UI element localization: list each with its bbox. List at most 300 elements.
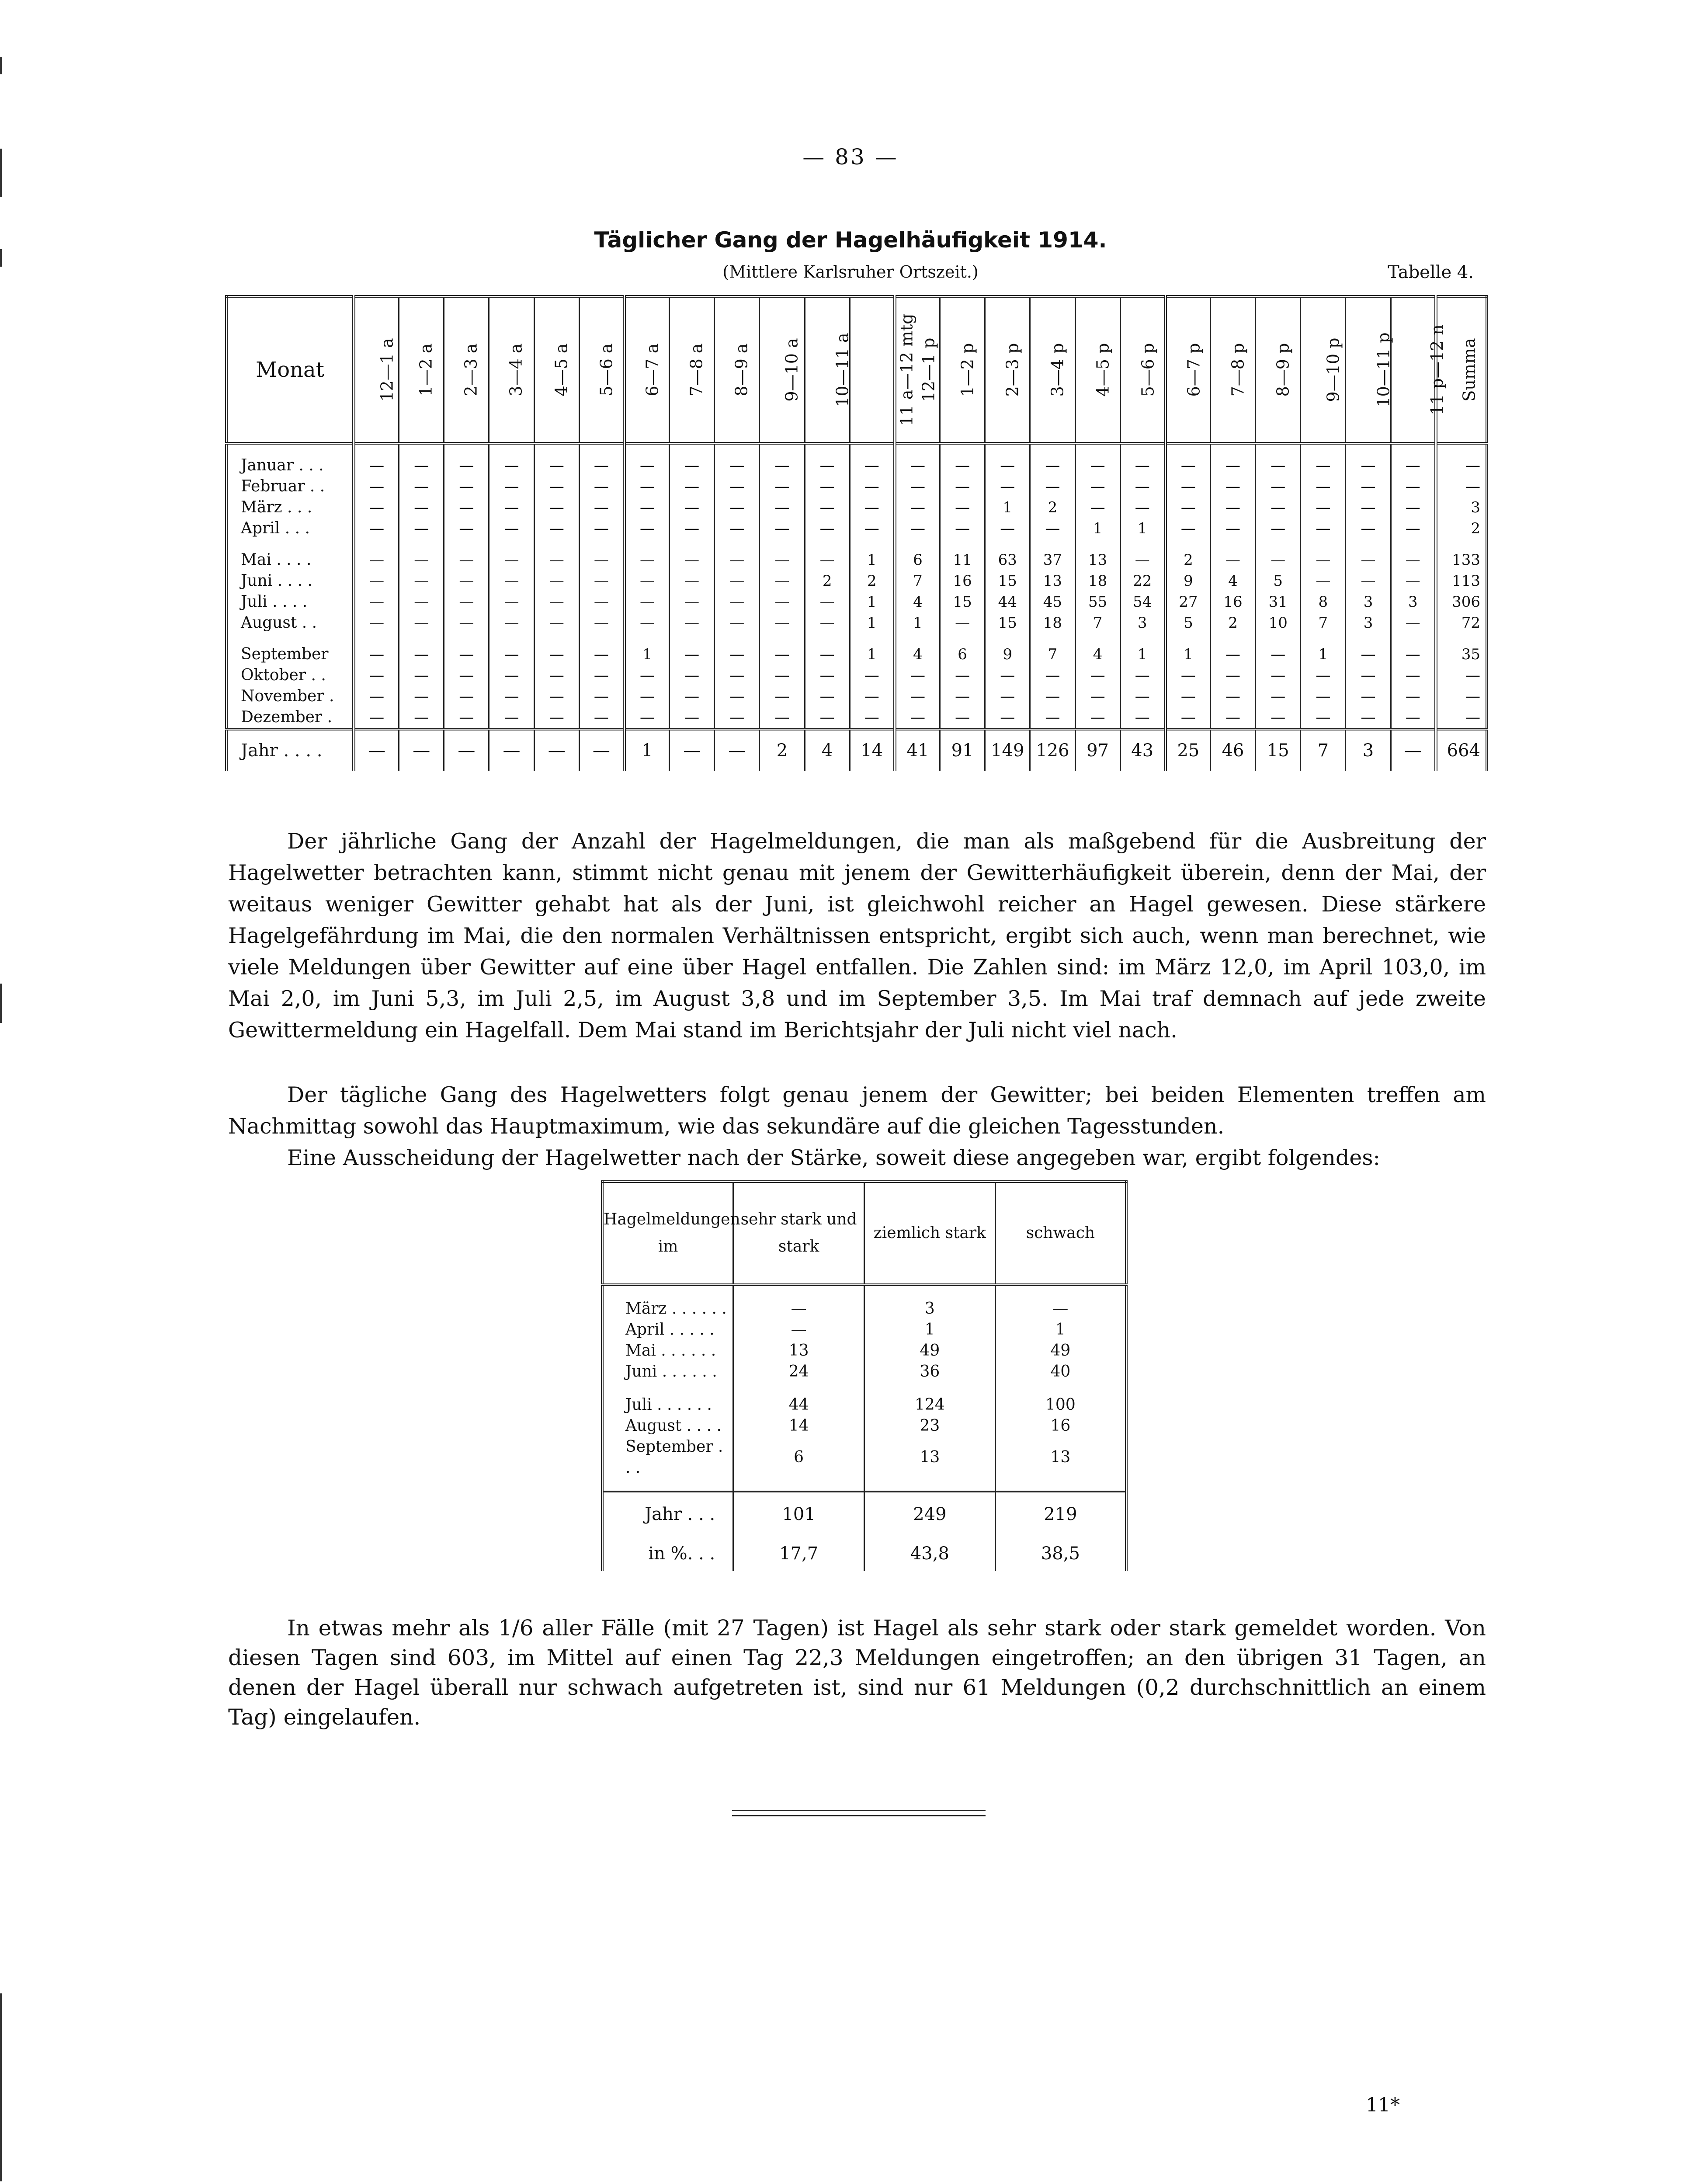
hour-column-header xyxy=(489,296,534,443)
spacer-cell xyxy=(579,539,624,549)
spacer-cell xyxy=(579,443,624,455)
hour-value-cell: — xyxy=(579,729,624,771)
strength-header-weak: schwach xyxy=(995,1182,1126,1285)
hour-value-cell: — xyxy=(760,455,805,476)
hour-value-cell: — xyxy=(579,612,624,633)
spacer-cell xyxy=(864,1478,996,1492)
spacer-cell xyxy=(733,1478,864,1492)
hour-value-cell: — xyxy=(1256,644,1301,665)
hour-value-cell: — xyxy=(1075,665,1120,686)
month-cell: März . . . xyxy=(241,498,312,516)
strength-value-cell: 38,5 xyxy=(995,1536,1126,1571)
hour-value-cell: — xyxy=(850,497,895,518)
hour-value-cell: — xyxy=(1391,665,1436,686)
paragraph: Der jährliche Gang der Anzahl der Hagelmeldungen, die man als maßgebend für die Ausbreitung der Hagelwetter betrachten kann, stimmt nicht genau mit jenem der Gewitterhäufigkeit überein, denn der Mai, der weitaus weniger Gewitter gehabt hat als der Juni, ist gleichwohl reicher an Hagel gewesen. Diese stärkere Hagelgefährdung im Mai, die den normalen Verhältnissen entspricht, ergibt sich auch, wenn man berechnet, wie viele Meldungen über Gewitter auf eine über Hagel entfallen. Die Zahlen sind: im März 12,0, im April 103,0, im Mai 2,0, im Juni 5,3, im Juli 2,5, im August 3,8 und im September 3,5. Im Mai traf demnach auf jede zweite Gewittermeldung ein Hagelfall. Dem Mai stand im Berichtsjahr der Juli nicht viel nach. xyxy=(228,829,1486,1043)
spacer-cell xyxy=(602,1478,733,1492)
hour-label: 5—6 p xyxy=(1138,343,1158,397)
hour-value-cell: — xyxy=(579,497,624,518)
spacer-cell xyxy=(226,443,354,455)
spacer-cell xyxy=(1256,443,1301,455)
month-cell: November . xyxy=(241,687,334,705)
hour-label: 2—3 p xyxy=(1003,343,1022,397)
hour-value-cell: — xyxy=(1120,686,1165,707)
spacer-cell xyxy=(602,1285,733,1298)
strength-month-cell: Juli . . . . . . xyxy=(625,1396,712,1414)
summa-cell: 133 xyxy=(1436,549,1487,570)
hour-column-header xyxy=(1120,296,1165,443)
hour-value-cell: — xyxy=(715,518,760,539)
hour-column-header xyxy=(760,296,805,443)
hour-value-cell: — xyxy=(1256,497,1301,518)
month-cell: September xyxy=(241,645,329,663)
hour-value-cell: — xyxy=(715,455,760,476)
strength-value-cell: 3 xyxy=(864,1298,996,1319)
spacer-cell xyxy=(895,443,940,455)
spacer-cell xyxy=(489,539,534,549)
hour-value-cell: — xyxy=(534,612,579,633)
hour-value-cell: — xyxy=(760,476,805,497)
hour-value-cell: 18 xyxy=(1075,570,1120,591)
strength-header-month: Hagelmeldungen im xyxy=(602,1182,733,1285)
hour-value-cell: — xyxy=(985,518,1030,539)
hour-value-cell: 7 xyxy=(1030,644,1075,665)
spacer-cell xyxy=(489,633,534,644)
spacer-cell xyxy=(1075,633,1120,644)
spacer-cell xyxy=(715,539,760,549)
strength-header-row xyxy=(602,1182,1126,1285)
hour-value-cell: 149 xyxy=(985,729,1030,771)
hour-value-cell: — xyxy=(354,729,399,771)
strength-row xyxy=(602,1340,1126,1361)
hour-value-cell: 1 xyxy=(1075,518,1120,539)
hour-label: 12—1 p xyxy=(919,337,938,402)
hour-column-header xyxy=(354,296,399,443)
hour-value-cell: — xyxy=(354,707,399,729)
spacer-cell xyxy=(602,1382,733,1395)
hour-value-cell: — xyxy=(399,476,444,497)
spacer-cell xyxy=(1256,633,1301,644)
hour-column-header xyxy=(850,296,916,443)
hour-value-cell: 63 xyxy=(985,549,1030,570)
hour-value-cell: 2 xyxy=(1165,549,1210,570)
hour-value-cell: 91 xyxy=(940,729,985,771)
strength-value-cell: 23 xyxy=(864,1415,996,1436)
spacer-cell xyxy=(1391,633,1436,644)
hour-value-cell: — xyxy=(1210,644,1255,665)
hour-label: 7—8 a xyxy=(687,343,706,396)
hour-value-cell: — xyxy=(489,612,534,633)
hour-value-cell: — xyxy=(444,497,489,518)
table-row xyxy=(226,549,1487,570)
summa-cell: 113 xyxy=(1436,570,1487,591)
hour-value-cell: 15 xyxy=(1256,729,1301,771)
hour-value-cell: 44 xyxy=(985,591,1030,612)
hour-value-cell: — xyxy=(1210,665,1255,686)
spacer-cell xyxy=(1165,633,1210,644)
hour-value-cell: — xyxy=(715,497,760,518)
hour-value-cell: — xyxy=(1030,686,1075,707)
hour-value-cell: — xyxy=(534,476,579,497)
month-cell: Juli . . . . xyxy=(241,593,308,611)
hour-value-cell: — xyxy=(895,455,940,476)
hour-value-cell: — xyxy=(895,707,940,729)
spacer-cell xyxy=(850,443,895,455)
summa-label: Summa xyxy=(1459,338,1479,402)
hour-value-cell: — xyxy=(1346,665,1391,686)
hour-value-cell: — xyxy=(715,570,760,591)
hour-value-cell: — xyxy=(850,455,895,476)
strength-value-cell: 13 xyxy=(864,1436,996,1478)
hour-value-cell: — xyxy=(1075,455,1120,476)
page-number: — 83 — xyxy=(802,144,899,170)
hour-value-cell: — xyxy=(579,518,624,539)
hour-value-cell: — xyxy=(985,707,1030,729)
hour-value-cell: 2 xyxy=(1210,612,1255,633)
hour-value-cell: 1 xyxy=(1165,644,1210,665)
strength-table-body xyxy=(602,1285,1126,1571)
hour-value-cell: 2 xyxy=(805,570,850,591)
spacer-cell xyxy=(850,633,895,644)
hour-value-cell: — xyxy=(1030,476,1075,497)
strength-value-cell: 219 xyxy=(995,1492,1126,1536)
hour-value-cell: — xyxy=(1210,497,1255,518)
spacer-row xyxy=(602,1382,1126,1395)
hour-value-cell: — xyxy=(670,518,715,539)
hour-value-cell: — xyxy=(805,707,850,729)
hour-value-cell: — xyxy=(850,707,895,729)
strength-value-cell: 124 xyxy=(864,1395,996,1415)
hour-value-cell: 4 xyxy=(895,644,940,665)
hour-value-cell: — xyxy=(1120,476,1165,497)
strength-value-cell: 1 xyxy=(995,1319,1126,1340)
summa-cell: 35 xyxy=(1436,644,1487,665)
hour-value-cell: — xyxy=(940,707,985,729)
hour-value-cell: — xyxy=(579,665,624,686)
hour-value-cell: — xyxy=(805,455,850,476)
hour-column-header xyxy=(940,296,985,443)
hour-value-cell: — xyxy=(354,476,399,497)
hour-value-cell: — xyxy=(489,570,534,591)
end-rule xyxy=(732,1815,986,1816)
strength-month-cell: September . . . xyxy=(625,1438,723,1477)
hour-column-header xyxy=(1256,296,1301,443)
strength-value-cell: 40 xyxy=(995,1361,1126,1382)
hour-value-cell: 2 xyxy=(760,729,805,771)
hour-value-cell: — xyxy=(1120,455,1165,476)
strength-value-cell: 6 xyxy=(733,1436,864,1478)
margin-mark xyxy=(0,1993,2,2181)
table-title: Täglicher Gang der Hagelhäufigkeit 1914. xyxy=(594,227,1107,253)
hour-value-cell: — xyxy=(1391,497,1436,518)
hour-label: 7—8 p xyxy=(1228,343,1248,397)
hour-value-cell: — xyxy=(670,476,715,497)
hour-label: 1—2 a xyxy=(416,343,436,396)
hour-value-cell: — xyxy=(760,570,805,591)
hour-column-header xyxy=(715,296,760,443)
hour-value-cell: 3 xyxy=(1391,591,1436,612)
strength-row xyxy=(602,1361,1126,1382)
strength-value-cell: 43,8 xyxy=(864,1536,996,1571)
hour-value-cell: — xyxy=(1120,707,1165,729)
hour-value-cell: — xyxy=(895,497,940,518)
hour-value-cell: — xyxy=(1256,518,1301,539)
hour-value-cell: — xyxy=(444,612,489,633)
hour-value-cell: — xyxy=(715,686,760,707)
spacer-cell xyxy=(226,539,354,549)
table-row xyxy=(226,665,1487,686)
hour-value-cell: — xyxy=(1301,518,1346,539)
strength-value-cell: — xyxy=(733,1298,864,1319)
hour-value-cell: — xyxy=(940,476,985,497)
spacer-cell xyxy=(760,539,805,549)
table-body xyxy=(226,443,1487,771)
hour-value-cell: — xyxy=(850,518,895,539)
hour-value-cell: 14 xyxy=(850,729,895,771)
summa-cell: 72 xyxy=(1436,612,1487,633)
hour-value-cell: — xyxy=(1391,476,1436,497)
hour-value-cell: — xyxy=(805,686,850,707)
hour-value-cell: — xyxy=(715,644,760,665)
strength-month-cell: März . . . . . . xyxy=(625,1300,727,1318)
hour-value-cell: 10 xyxy=(1256,612,1301,633)
hour-value-cell: 22 xyxy=(1120,570,1165,591)
hour-label: 11 a—12 mtg xyxy=(897,313,916,426)
hour-column-header xyxy=(670,296,715,443)
strength-value-cell: 14 xyxy=(733,1415,864,1436)
strength-month-cell: Juni . . . . . . xyxy=(625,1363,717,1381)
hour-value-cell: 1 xyxy=(985,497,1030,518)
hour-value-cell: 13 xyxy=(1030,570,1075,591)
spacer-cell xyxy=(670,539,715,549)
hour-value-cell: — xyxy=(399,518,444,539)
hour-value-cell: — xyxy=(670,644,715,665)
hour-value-cell: — xyxy=(354,518,399,539)
strength-value-cell: 36 xyxy=(864,1361,996,1382)
hour-value-cell: — xyxy=(624,686,669,707)
strength-value-cell: 16 xyxy=(995,1415,1126,1436)
hour-value-cell: 1 xyxy=(850,644,895,665)
hour-value-cell: — xyxy=(1346,707,1391,729)
hour-value-cell: — xyxy=(534,570,579,591)
hour-value-cell: — xyxy=(670,570,715,591)
hour-value-cell: — xyxy=(1391,518,1436,539)
spacer-cell xyxy=(670,633,715,644)
hour-value-cell: — xyxy=(489,644,534,665)
spacer-cell xyxy=(1165,443,1210,455)
hour-value-cell: 4 xyxy=(895,591,940,612)
spacer-cell xyxy=(624,633,669,644)
hour-value-cell: — xyxy=(1301,707,1346,729)
hour-value-cell: 54 xyxy=(1120,591,1165,612)
hour-value-cell: — xyxy=(760,707,805,729)
spacer-cell xyxy=(1436,633,1487,644)
hour-value-cell: 1 xyxy=(1120,518,1165,539)
month-column-header: Monat xyxy=(226,296,354,443)
spacer-cell xyxy=(733,1285,864,1298)
spacer-cell xyxy=(399,443,444,455)
spacer-cell xyxy=(995,1478,1126,1492)
hour-label: 9—10 a xyxy=(782,338,802,402)
hour-value-cell: — xyxy=(1301,476,1346,497)
spacer-cell xyxy=(864,1382,996,1395)
table-row xyxy=(226,476,1487,497)
strength-value-cell: 249 xyxy=(864,1492,996,1536)
hour-value-cell: — xyxy=(399,455,444,476)
hour-value-cell: — xyxy=(715,729,760,771)
hour-value-cell: — xyxy=(534,686,579,707)
hour-column-header xyxy=(624,296,669,443)
hour-value-cell: 45 xyxy=(1030,591,1075,612)
hour-value-cell: — xyxy=(985,686,1030,707)
hour-value-cell: — xyxy=(715,612,760,633)
hour-value-cell: — xyxy=(444,570,489,591)
summa-cell: 664 xyxy=(1436,729,1487,771)
hour-value-cell: 7 xyxy=(1301,612,1346,633)
hour-value-cell: 1 xyxy=(624,644,669,665)
hour-value-cell: 3 xyxy=(1120,612,1165,633)
month-cell: Januar . . . xyxy=(241,456,324,474)
spacer-cell xyxy=(1030,443,1075,455)
table-row xyxy=(226,686,1487,707)
hour-value-cell: — xyxy=(985,455,1030,476)
hour-value-cell: — xyxy=(444,686,489,707)
spacer-cell xyxy=(805,633,850,644)
spacer-cell xyxy=(1391,539,1436,549)
hour-value-cell: — xyxy=(1210,455,1255,476)
hour-value-cell: — xyxy=(624,591,669,612)
hour-value-cell: — xyxy=(579,686,624,707)
hour-value-cell: 1 xyxy=(850,612,895,633)
hour-label: 3—4 a xyxy=(507,343,526,396)
summa-cell: 306 xyxy=(1436,591,1487,612)
hour-value-cell: 7 xyxy=(1075,612,1120,633)
hour-value-cell: — xyxy=(1346,518,1391,539)
hour-value-cell: — xyxy=(760,644,805,665)
hour-value-cell: — xyxy=(1391,707,1436,729)
strength-header-fairly-strong: ziemlich stark xyxy=(864,1182,996,1285)
strength-row xyxy=(602,1436,1126,1478)
spacer-cell xyxy=(940,539,985,549)
hour-value-cell: — xyxy=(534,665,579,686)
hour-column-header xyxy=(1075,296,1120,443)
hour-value-cell: — xyxy=(1165,686,1210,707)
hour-value-cell: — xyxy=(895,476,940,497)
hour-value-cell: — xyxy=(805,612,850,633)
hour-value-cell: 1 xyxy=(850,549,895,570)
hour-value-cell: 5 xyxy=(1256,570,1301,591)
hour-column-header xyxy=(1391,296,1447,443)
hour-value-cell: — xyxy=(354,612,399,633)
hour-column-header xyxy=(579,296,624,443)
hour-value-cell: 1 xyxy=(1120,644,1165,665)
hour-value-cell: — xyxy=(489,549,534,570)
table-row xyxy=(226,591,1487,612)
hour-value-cell: 27 xyxy=(1165,591,1210,612)
hail-strength-table xyxy=(601,1180,1128,1571)
strength-row xyxy=(602,1536,1126,1571)
hour-value-cell: — xyxy=(760,665,805,686)
hour-value-cell: — xyxy=(489,518,534,539)
hour-value-cell: 18 xyxy=(1030,612,1075,633)
hour-value-cell: — xyxy=(670,729,715,771)
hour-value-cell: — xyxy=(354,549,399,570)
hour-value-cell: — xyxy=(444,455,489,476)
table-row xyxy=(226,455,1487,476)
spacer-cell xyxy=(1436,443,1487,455)
table-row xyxy=(226,644,1487,665)
month-cell: Februar . . xyxy=(241,477,325,495)
hour-label: 11 p—12 n xyxy=(1427,324,1447,415)
hour-label: 9—10 p xyxy=(1323,337,1343,402)
hour-value-cell: — xyxy=(534,549,579,570)
hour-value-cell: 25 xyxy=(1165,729,1210,771)
spacer-cell xyxy=(1346,633,1391,644)
hour-value-cell: — xyxy=(940,455,985,476)
hour-value-cell: — xyxy=(399,612,444,633)
hail-hourly-table xyxy=(225,295,1488,771)
hour-value-cell: — xyxy=(489,729,534,771)
spacer-row xyxy=(226,539,1487,549)
hour-value-cell: 43 xyxy=(1120,729,1165,771)
hour-value-cell: — xyxy=(1030,665,1075,686)
spacer-cell xyxy=(715,443,760,455)
hour-label: 10—11 a xyxy=(833,333,852,407)
hour-value-cell: — xyxy=(624,497,669,518)
spacer-row xyxy=(602,1478,1126,1492)
hour-value-cell: — xyxy=(670,549,715,570)
strength-header-very-strong: sehr stark und stark xyxy=(733,1182,864,1285)
hour-value-cell: 15 xyxy=(940,591,985,612)
spacer-cell xyxy=(1301,633,1346,644)
hour-value-cell: — xyxy=(805,665,850,686)
hour-value-cell: — xyxy=(534,455,579,476)
hour-value-cell: — xyxy=(1030,707,1075,729)
spacer-cell xyxy=(1210,443,1255,455)
strength-value-cell: 49 xyxy=(864,1340,996,1361)
month-cell: Dezember . xyxy=(241,708,333,726)
spacer-cell xyxy=(995,1382,1126,1395)
hour-value-cell: — xyxy=(579,591,624,612)
hour-value-cell: — xyxy=(399,729,444,771)
hour-value-cell: 97 xyxy=(1075,729,1120,771)
hour-value-cell: — xyxy=(1256,476,1301,497)
hour-value-cell: — xyxy=(1301,455,1346,476)
hour-value-cell: — xyxy=(1030,455,1075,476)
summa-cell: — xyxy=(1436,476,1487,497)
hour-value-cell: — xyxy=(1165,665,1210,686)
month-cell: Jahr . . . . xyxy=(226,729,354,771)
hour-value-cell: 4 xyxy=(1210,570,1255,591)
table-row xyxy=(226,497,1487,518)
hour-value-cell: 5 xyxy=(1165,612,1210,633)
hour-value-cell: — xyxy=(489,591,534,612)
spacer-cell xyxy=(670,443,715,455)
hour-value-cell: 1 xyxy=(624,729,669,771)
strength-month-cell: August . . . . xyxy=(625,1417,722,1435)
hour-value-cell: — xyxy=(805,644,850,665)
hour-value-cell: 1 xyxy=(895,612,940,633)
hour-value-cell: — xyxy=(444,591,489,612)
hour-value-cell: — xyxy=(850,686,895,707)
hour-value-cell: 13 xyxy=(1075,549,1120,570)
hour-value-cell: — xyxy=(1030,518,1075,539)
end-rule xyxy=(732,1810,986,1811)
hour-value-cell: — xyxy=(805,591,850,612)
hour-value-cell: — xyxy=(1391,549,1436,570)
hour-value-cell: — xyxy=(1391,729,1436,771)
hour-value-cell: 3 xyxy=(1346,591,1391,612)
hour-value-cell: — xyxy=(1301,549,1346,570)
